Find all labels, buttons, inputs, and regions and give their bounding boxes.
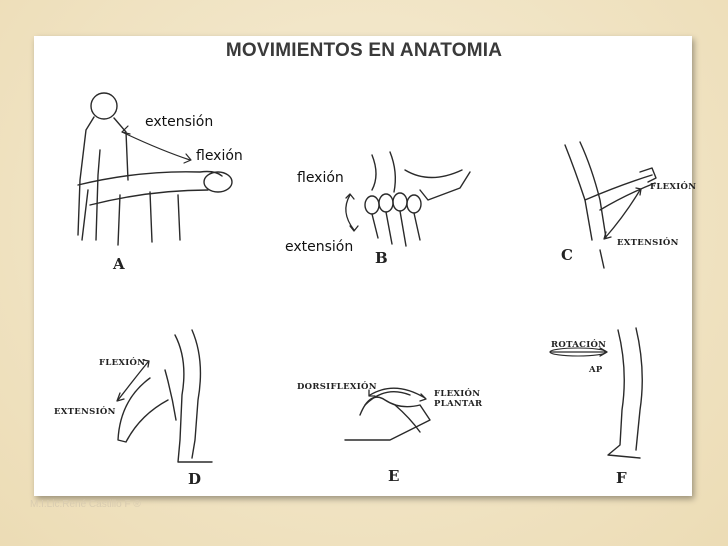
label-d-extension: EXTENSIÓN [54, 407, 116, 417]
panel-letter-a: A [113, 255, 125, 273]
label-f-rotacion: ROTACIÓN [551, 340, 607, 350]
panel-letter-d: D [188, 470, 202, 488]
label-f-ap: AP [589, 365, 603, 375]
label-c-extension: EXTENSIÓN [617, 238, 679, 248]
panel-letter-f: F [616, 469, 627, 487]
label-b-extension: extensión [285, 239, 354, 255]
panel-letter-c: C [561, 246, 573, 264]
label-a-flexion: flexión [196, 148, 243, 164]
panel-letter-b: B [375, 249, 388, 267]
label-e-flexion-plantar: FLEXIÓN PLANTAR [434, 389, 483, 409]
figure-c-arm [565, 142, 656, 268]
page-title: MOVIMIENTOS EN ANATOMIA [225, 40, 503, 61]
footer-credit: M.I.Lic.René Castillo F ® [30, 499, 141, 510]
figure-b-hand [346, 152, 470, 246]
label-b-flexion: flexión [297, 170, 344, 186]
label-c-flexion: FLEXIÓN [650, 182, 697, 192]
label-a-extension: extensión [145, 114, 214, 130]
figure-e-foot [345, 388, 430, 440]
label-e-dorsiflexion: DORSIFLEXIÓN [297, 382, 377, 392]
label-d-flexion: FLEXIÓN [99, 358, 146, 368]
panel-letter-e: E [388, 467, 400, 485]
figure-d-leg [117, 330, 212, 462]
